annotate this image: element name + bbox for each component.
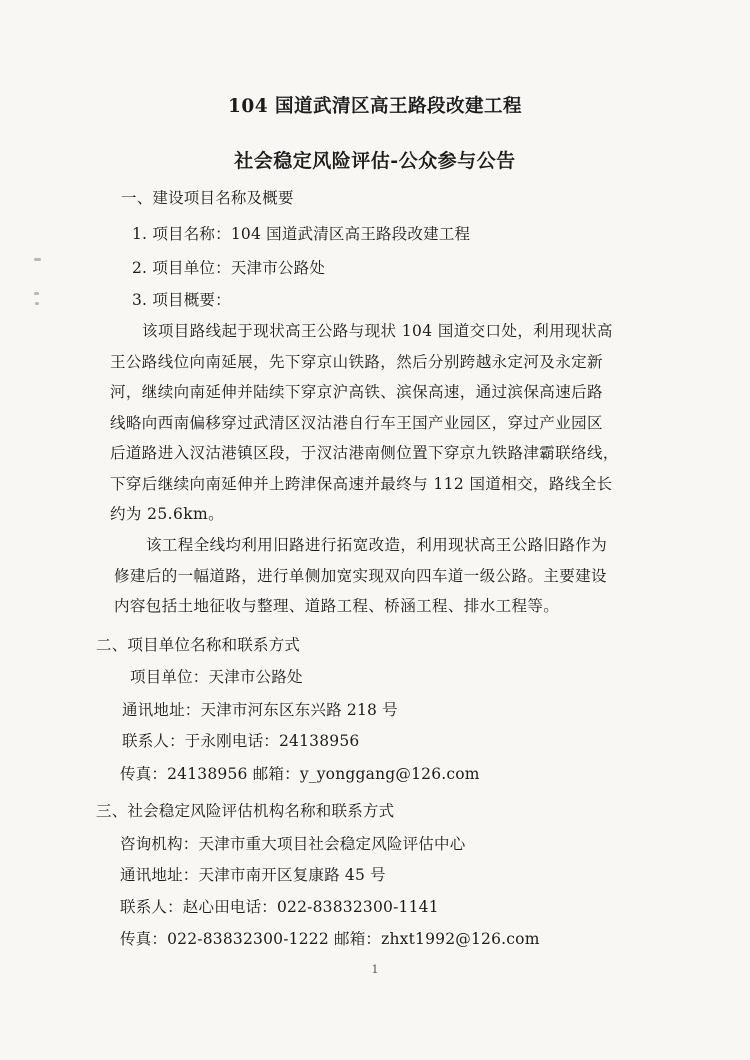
- page-number: 1: [371, 963, 379, 976]
- agency-address-line: 通讯地址：天津市南开区复康路 45 号: [120, 866, 386, 884]
- section1-heading: 一、建设项目名称及概要: [121, 189, 294, 207]
- paragraph-line: 线略向西南偏移穿过武清区汊沽港自行车王国产业园区，穿过产业园区: [110, 413, 603, 432]
- agency-line: 咨询机构：天津市重大项目社会稳定风险评估中心: [120, 835, 466, 853]
- paragraph-line: 该项目路线起于现状高王公路与现状 104 国道交口处，利用现状高: [142, 322, 613, 340]
- unit-address-line: 通讯地址：天津市河东区东兴路 218 号: [122, 701, 398, 719]
- overview-paragraph-1: [110, 316, 619, 530]
- project-name-item: 1. 项目名称：104 国道武清区高王路段改建工程: [132, 225, 471, 243]
- paragraph-line: 王公路线位向南延展，先下穿京山铁路，然后分别跨越永定河及永定新: [110, 352, 603, 371]
- paragraph-line: 后道路进入汊沽港镇区段，于汊沽港南侧位置下穿京九铁路津霸联络线，: [110, 444, 619, 462]
- overview-paragraph-2: [114, 530, 607, 622]
- paragraph-line: 修建后的一幅道路，进行单侧加宽实现双向四车道一级公路。主要建设: [114, 566, 607, 585]
- scan-mark: [35, 302, 39, 305]
- unit-fax-email-line: 传真：24138956 邮箱：y_yonggang@126.com: [120, 765, 480, 783]
- agency-fax-email-line: 传真：022-83832300-1222 邮箱：zhxt1992@126.com: [120, 930, 540, 948]
- scan-mark: [34, 258, 41, 261]
- paragraph-line: 下穿后继续向南延伸并上跨津保高速并最终与 112 国道相交，路线全长: [110, 474, 613, 493]
- paragraph-line: 约为 25.6km。: [110, 505, 225, 523]
- unit-contact-line: 联系人：于永刚电话：24138956: [122, 732, 360, 750]
- paragraph-line: 该工程全线均利用旧路进行拓宽改造，利用现状高王公路旧路作为: [146, 536, 608, 554]
- agency-contact-line: 联系人：赵心田电话：022-83832300-1141: [120, 898, 439, 916]
- document-subtitle: 社会稳定风险评估-公众参与公告: [234, 150, 516, 172]
- paragraph-line: 内容包括土地征收与整理、道路工程、桥涵工程、排水工程等。: [114, 597, 560, 615]
- project-overview-item: 3. 项目概要：: [132, 291, 231, 309]
- scan-mark: [34, 292, 39, 295]
- section2-heading: 二、项目单位名称和联系方式: [96, 636, 301, 654]
- project-unit-item: 2. 项目单位：天津市公路处: [132, 259, 326, 277]
- section3-heading: 三、社会稳定风险评估机构名称和联系方式: [96, 802, 395, 820]
- paragraph-line: 河，继续向南延伸并陆续下穿京沪高铁、滨保高速，通过滨保高速后路: [110, 383, 603, 401]
- unit-line: 项目单位：天津市公路处: [130, 668, 303, 686]
- document-title: 104 国道武清区高王路段改建工程: [227, 96, 523, 117]
